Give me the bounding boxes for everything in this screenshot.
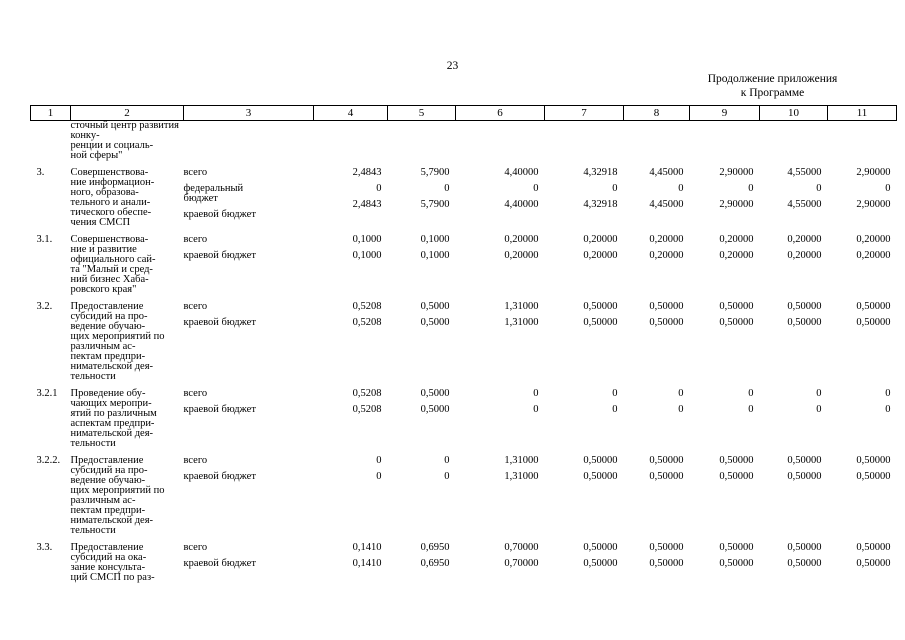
appendix-note-line-2: к Программе xyxy=(740,87,805,99)
budget-value: 0 xyxy=(748,388,754,399)
budget-value: 0 xyxy=(533,388,539,399)
value-cell-col-9 xyxy=(690,389,760,449)
budget-value: 0,50000 xyxy=(649,471,684,482)
budget-value: 0,20000 xyxy=(719,234,754,245)
budget-value: 5,7900 xyxy=(420,199,450,210)
value-cell-col-4 xyxy=(314,302,388,382)
item-title: Совершенствова- ние и развитие официального сай- та "Малый и сред- ний бизнес Хаба- ровского края" xyxy=(70,234,156,295)
row-spacer xyxy=(31,382,897,389)
budget-value: 1,31000 xyxy=(504,455,539,466)
value-cell-col-10 xyxy=(760,389,828,449)
funding-source-label: краевой бюджет xyxy=(183,558,256,569)
budget-value: 0,20000 xyxy=(583,234,618,245)
budget-value: 0,50000 xyxy=(583,542,618,553)
value-cell-col-5 xyxy=(388,389,456,449)
budget-value: 0,50000 xyxy=(583,471,618,482)
value-cell-col-5 xyxy=(388,168,456,228)
funding-source-label: федеральный бюджет xyxy=(183,183,244,204)
budget-value: 0,1410 xyxy=(352,558,382,569)
budget-value: 0,1000 xyxy=(420,234,450,245)
table-row xyxy=(31,168,897,228)
value-cell-col-10 xyxy=(760,302,828,382)
budget-value: 0,50000 xyxy=(719,471,754,482)
column-header-5: 5 xyxy=(388,106,456,121)
table-body xyxy=(31,121,897,584)
value-cell-col-6 xyxy=(456,456,545,536)
budget-value: 2,4843 xyxy=(352,199,382,210)
budget-value: 0,20000 xyxy=(787,250,822,261)
budget-value: 0,50000 xyxy=(649,301,684,312)
budget-value: 0,50000 xyxy=(856,471,891,482)
column-header-7: 7 xyxy=(545,106,624,121)
item-title: Предоставление субсидий на про- ведение обучаю- щих мероприятий по различным ас- пектам предпри- нимательской дея- тельности xyxy=(70,455,165,536)
item-number: 3.1. xyxy=(36,234,53,245)
funding-source-label: всего xyxy=(183,542,208,553)
budget-value: 0,50000 xyxy=(856,542,891,553)
item-number: 3.2.1 xyxy=(36,388,58,399)
budget-value: 2,90000 xyxy=(856,167,891,178)
column-header-2: 2 xyxy=(71,106,184,121)
value-cell-col-9 xyxy=(690,543,760,583)
funding-sources xyxy=(184,456,314,536)
row-spacer xyxy=(31,536,897,543)
budget-value: 0,5208 xyxy=(352,301,382,312)
page-number: 23 xyxy=(446,60,459,72)
budget-value: 0,50000 xyxy=(719,317,754,328)
budget-value: 0 xyxy=(612,183,618,194)
value-cell-col-4 xyxy=(314,456,388,536)
budget-value: 0,20000 xyxy=(856,250,891,261)
table-row xyxy=(31,543,897,583)
budget-value: 5,7900 xyxy=(420,167,450,178)
budget-value: 4,32918 xyxy=(583,167,618,178)
budget-value: 0,1000 xyxy=(420,250,450,261)
value-cell-col-7 xyxy=(545,543,624,583)
budget-value: 0,50000 xyxy=(856,317,891,328)
budget-value: 0 xyxy=(885,388,891,399)
column-header-10: 10 xyxy=(760,106,828,121)
budget-value: 0,5208 xyxy=(352,388,382,399)
value-cell-col-4 xyxy=(314,168,388,228)
funding-source-label: всего xyxy=(183,301,208,312)
value-cell-col-9 xyxy=(690,235,760,295)
budget-value: 0 xyxy=(533,404,539,415)
budget-value: 0,50000 xyxy=(649,455,684,466)
budget-value: 0 xyxy=(678,183,684,194)
budget-value: 0,50000 xyxy=(649,542,684,553)
value-cell-col-6 xyxy=(456,302,545,382)
budget-value: 0,5000 xyxy=(420,388,450,399)
value-cell-col-7 xyxy=(545,168,624,228)
value-cell-col-8 xyxy=(624,235,690,295)
budget-value: 0 xyxy=(748,183,754,194)
budget-value: 0 xyxy=(612,404,618,415)
budget-value: 0 xyxy=(444,455,450,466)
value-cell-col-11 xyxy=(828,168,897,228)
budget-value: 0,20000 xyxy=(787,234,822,245)
item-number: 3. xyxy=(36,167,45,178)
column-header-1: 1 xyxy=(31,106,71,121)
budget-value: 0 xyxy=(444,471,450,482)
budget-value: 0 xyxy=(376,455,382,466)
funding-source-label: всего xyxy=(183,234,208,245)
value-cell-col-4 xyxy=(314,389,388,449)
value-cell-col-8 xyxy=(624,456,690,536)
value-cell-col-4 xyxy=(314,235,388,295)
funding-source-label: краевой бюджет xyxy=(183,404,256,415)
value-cell-col-5 xyxy=(388,235,456,295)
budget-value: 0,1410 xyxy=(352,542,382,553)
funding-sources xyxy=(184,235,314,295)
value-cell-col-9 xyxy=(690,302,760,382)
appendix-note-line-1: Продолжение приложения xyxy=(707,73,838,85)
budget-value: 0,5208 xyxy=(352,317,382,328)
budget-value: 0,20000 xyxy=(583,250,618,261)
table-row xyxy=(31,302,897,382)
row-spacer xyxy=(31,295,897,302)
appendix-continuation-note xyxy=(690,72,855,100)
budget-value: 4,45000 xyxy=(649,167,684,178)
item-title: Предоставление субсидий на ока- зание консульта- ций СМСП по раз- xyxy=(70,542,155,583)
value-cell-col-11 xyxy=(828,543,897,583)
budget-value: 4,55000 xyxy=(787,199,822,210)
table-row xyxy=(31,389,897,449)
value-cell-col-8 xyxy=(624,302,690,382)
item-title: Проведение обу- чающих меропри- ятий по различным аспектам предпри- нимательской дея- тельности xyxy=(70,388,157,449)
column-header-9: 9 xyxy=(690,106,760,121)
budget-value: 0,1000 xyxy=(352,234,382,245)
value-cell-col-11 xyxy=(828,389,897,449)
budget-value: 1,31000 xyxy=(504,317,539,328)
value-cell-col-4 xyxy=(314,543,388,583)
budget-value: 0,50000 xyxy=(719,558,754,569)
budget-value: 0,6950 xyxy=(420,542,450,553)
value-cell-col-8 xyxy=(624,168,690,228)
budget-value: 0,70000 xyxy=(504,558,539,569)
value-cell-col-7 xyxy=(545,456,624,536)
budget-value: 4,55000 xyxy=(787,167,822,178)
budget-value: 0,20000 xyxy=(504,250,539,261)
value-cell-col-5 xyxy=(388,456,456,536)
budget-value: 2,90000 xyxy=(856,199,891,210)
value-cell-col-9 xyxy=(690,456,760,536)
budget-value: 0,6950 xyxy=(420,558,450,569)
value-cell-col-10 xyxy=(760,235,828,295)
item-number: 3.3. xyxy=(36,542,53,553)
item-title: Предоставление субсидий на про- ведение обучаю- щих мероприятий по различным ас- пектам предпри- нимательской дея- тельности xyxy=(70,301,165,382)
funding-source-label: всего xyxy=(183,167,208,178)
value-cell-col-6 xyxy=(456,168,545,228)
header-row xyxy=(31,106,897,121)
budget-value: 0,20000 xyxy=(719,250,754,261)
budget-value: 0,50000 xyxy=(787,317,822,328)
value-cell-col-5 xyxy=(388,302,456,382)
item-number: 3.2.2. xyxy=(36,455,61,466)
row-spacer xyxy=(31,449,897,456)
column-header-6: 6 xyxy=(456,106,545,121)
row-spacer xyxy=(31,228,897,235)
budget-value: 0,50000 xyxy=(719,542,754,553)
budget-value: 0,5208 xyxy=(352,404,382,415)
funding-source-label: краевой бюджет xyxy=(183,209,256,220)
budget-value: 0,5000 xyxy=(420,317,450,328)
budget-value: 0,5000 xyxy=(420,404,450,415)
funding-source-label: краевой бюджет xyxy=(183,471,256,482)
funding-source-label: всего xyxy=(183,388,208,399)
budget-value: 0 xyxy=(678,388,684,399)
budget-value: 0,50000 xyxy=(787,558,822,569)
row-spacer xyxy=(31,161,897,168)
budget-value: 0 xyxy=(376,471,382,482)
value-cell-col-6 xyxy=(456,543,545,583)
continuation-title: сточный центр развития конку- ренции и социаль- ной сферы" xyxy=(70,120,179,161)
value-cell-col-9 xyxy=(690,168,760,228)
value-cell-col-11 xyxy=(828,235,897,295)
budget-value: 0,50000 xyxy=(856,455,891,466)
budget-value: 0,20000 xyxy=(856,234,891,245)
table-row xyxy=(31,456,897,536)
budget-value: 0,50000 xyxy=(856,301,891,312)
budget-value: 0,50000 xyxy=(649,558,684,569)
item-number: 3.2. xyxy=(36,301,53,312)
budget-value: 0 xyxy=(816,183,822,194)
budget-value: 0 xyxy=(885,183,891,194)
budget-value: 2,90000 xyxy=(719,199,754,210)
budget-value: 0,20000 xyxy=(649,250,684,261)
budget-value: 0 xyxy=(816,404,822,415)
value-cell-col-7 xyxy=(545,302,624,382)
column-header-8: 8 xyxy=(624,106,690,121)
value-cell-col-6 xyxy=(456,389,545,449)
budget-value: 0,50000 xyxy=(787,542,822,553)
budget-value: 0,50000 xyxy=(719,301,754,312)
column-header-4: 4 xyxy=(314,106,388,121)
budget-value: 0,50000 xyxy=(787,301,822,312)
value-cell-col-8 xyxy=(624,389,690,449)
budget-value: 0,50000 xyxy=(856,558,891,569)
budget-value: 0 xyxy=(885,404,891,415)
funding-source-label: краевой бюджет xyxy=(183,317,256,328)
budget-value: 2,90000 xyxy=(719,167,754,178)
value-cell-col-8 xyxy=(624,543,690,583)
budget-value: 0 xyxy=(612,388,618,399)
value-cell-col-10 xyxy=(760,168,828,228)
funding-source-label: краевой бюджет xyxy=(183,250,256,261)
funding-sources xyxy=(184,543,314,583)
budget-value: 0,20000 xyxy=(504,234,539,245)
budget-value: 0 xyxy=(533,183,539,194)
value-cell-col-10 xyxy=(760,543,828,583)
budget-value: 0,50000 xyxy=(583,301,618,312)
budget-value: 0,5000 xyxy=(420,301,450,312)
value-cell-col-7 xyxy=(545,235,624,295)
column-header-11: 11 xyxy=(828,106,897,121)
budget-value: 0,20000 xyxy=(649,234,684,245)
budget-value: 0 xyxy=(816,388,822,399)
budget-value: 0 xyxy=(444,183,450,194)
continuation-row xyxy=(31,121,897,162)
budget-value: 1,31000 xyxy=(504,301,539,312)
budget-value: 0 xyxy=(376,183,382,194)
budget-value: 0,70000 xyxy=(504,542,539,553)
budget-table xyxy=(30,105,897,583)
budget-value: 4,40000 xyxy=(504,167,539,178)
budget-value: 0,50000 xyxy=(583,558,618,569)
value-cell-col-10 xyxy=(760,456,828,536)
budget-value: 2,4843 xyxy=(352,167,382,178)
budget-value: 0 xyxy=(748,404,754,415)
budget-value: 0,50000 xyxy=(583,317,618,328)
value-cell-col-11 xyxy=(828,456,897,536)
budget-value: 4,40000 xyxy=(504,199,539,210)
value-cell-col-11 xyxy=(828,302,897,382)
budget-value: 1,31000 xyxy=(504,471,539,482)
funding-sources xyxy=(184,389,314,449)
budget-value: 0,50000 xyxy=(787,455,822,466)
value-cell-col-5 xyxy=(388,543,456,583)
value-cell-col-6 xyxy=(456,235,545,295)
funding-sources xyxy=(184,302,314,382)
budget-value: 0,50000 xyxy=(583,455,618,466)
column-header-3: 3 xyxy=(184,106,314,121)
budget-value: 0,50000 xyxy=(719,455,754,466)
item-title: Совершенствова- ние информацион- ного, образова- тельного и анали- тического обеспе- чения СМСП xyxy=(70,167,155,228)
budget-value: 0,50000 xyxy=(787,471,822,482)
funding-source-label: всего xyxy=(183,455,208,466)
budget-value: 0,50000 xyxy=(649,317,684,328)
budget-value: 4,45000 xyxy=(649,199,684,210)
funding-sources xyxy=(184,168,314,228)
budget-value: 0 xyxy=(678,404,684,415)
budget-value: 0,1000 xyxy=(352,250,382,261)
budget-value: 4,32918 xyxy=(583,199,618,210)
value-cell-col-7 xyxy=(545,389,624,449)
table-row xyxy=(31,235,897,295)
